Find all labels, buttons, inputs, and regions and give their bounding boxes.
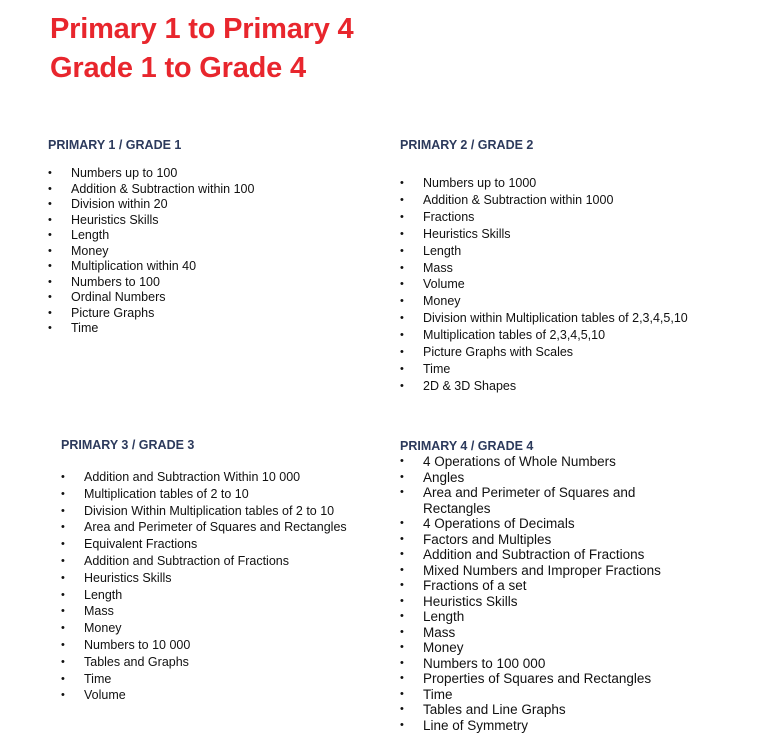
list-item [48, 213, 254, 229]
list-item [400, 563, 693, 579]
list-item [400, 578, 693, 594]
topic-label: Area and Perimeter of Squares and Rectangles [423, 485, 636, 516]
bullet-icon: • [48, 322, 52, 334]
topic-list [400, 175, 688, 395]
list-item [61, 536, 347, 553]
list-item [400, 625, 693, 641]
bullet-icon: • [48, 275, 52, 288]
bullet-icon: • [400, 532, 404, 545]
bullet-icon: • [61, 538, 65, 551]
topic-label: Mass [423, 260, 453, 275]
bullet-icon: • [400, 517, 404, 529]
topic-label: Ordinal Numbers [71, 290, 166, 304]
section-heading: PRIMARY 4 / GRADE 4 [400, 439, 534, 453]
list-item [61, 503, 347, 520]
section-primary-3 [61, 437, 347, 704]
topic-label: Numbers to 100 [71, 274, 160, 289]
list-item [48, 182, 254, 198]
topic-label: Time [423, 361, 451, 376]
bullet-icon: • [61, 655, 65, 668]
bullet-icon: • [48, 306, 52, 319]
bullet-icon: • [48, 182, 52, 195]
bullet-icon: • [400, 455, 404, 467]
topic-label: Mixed Numbers and Improper Fractions [423, 562, 661, 578]
section-primary-2 [400, 137, 688, 395]
list-item [48, 244, 254, 260]
bullet-icon: • [400, 548, 404, 560]
section-heading: PRIMARY 3 / GRADE 3 [61, 438, 195, 452]
topic-label: Mass [423, 624, 456, 640]
bullet-icon: • [61, 672, 65, 685]
bullet-icon: • [400, 244, 404, 257]
list-item [61, 553, 347, 570]
list-item [400, 361, 688, 378]
list-item [400, 378, 688, 395]
topic-label: Division Within Multiplication tables of 2 to 10 [84, 503, 335, 518]
bullet-icon: • [48, 213, 52, 226]
topic-label: Numbers up to 1000 [423, 176, 537, 190]
topic-label: Tables and Line Graphs [423, 702, 566, 717]
list-item [400, 656, 693, 672]
bullet-icon: • [48, 244, 52, 257]
list-item [400, 310, 688, 327]
list-item [400, 344, 688, 361]
list-item [400, 547, 693, 563]
topic-label: Addition and Subtraction Within 10 000 [84, 470, 301, 484]
list-item [400, 640, 693, 656]
list-item [61, 620, 347, 637]
topic-label: Length [84, 587, 123, 602]
bullet-icon: • [400, 210, 404, 223]
bullet-icon: • [400, 346, 404, 359]
topic-label: Addition & Subtraction within 100 [71, 181, 255, 196]
list-item [400, 175, 688, 192]
bullet-icon: • [61, 638, 65, 651]
bullet-icon: • [400, 379, 404, 392]
bullet-icon: • [400, 470, 404, 483]
bullet-icon: • [400, 278, 404, 291]
list-item [400, 516, 693, 532]
bullet-icon: • [48, 229, 52, 241]
topic-label: Volume [423, 277, 465, 292]
list-item [48, 306, 254, 322]
topic-label: Fractions [423, 209, 475, 224]
bullet-icon: • [48, 167, 52, 179]
topic-list [400, 454, 693, 733]
topic-label: Time [84, 671, 112, 686]
bullet-icon: • [400, 656, 404, 669]
list-item [400, 209, 688, 226]
page-title: Primary 1 to Primary 4 [50, 13, 354, 45]
bullet-icon: • [61, 554, 65, 567]
bullet-icon: • [400, 672, 404, 684]
bullet-icon: • [61, 689, 65, 702]
list-item [48, 275, 254, 291]
topic-label: Area and Perimeter of Squares and Rectangles [84, 520, 347, 535]
list-item [400, 532, 693, 548]
topic-label: Multiplication tables of 2 to 10 [84, 486, 249, 501]
topic-label: Heuristics Skills [71, 212, 159, 227]
topic-label: Angles [423, 469, 465, 485]
topic-label: Heuristics Skills [84, 570, 172, 585]
topic-label: Volume [84, 688, 126, 703]
list-item [61, 654, 347, 671]
topic-label: Length [423, 243, 462, 258]
topic-label: Length [423, 609, 465, 624]
bullet-icon: • [400, 295, 404, 308]
topic-label: Heuristics Skills [423, 226, 511, 241]
topic-label: Division within Multiplication tables of 2,3,4,5,10 [423, 311, 688, 326]
topic-label: Addition & Subtraction within 1000 [423, 192, 614, 207]
list-item [48, 321, 254, 337]
list-item [400, 594, 693, 610]
topic-label: Addition and Subtraction of Fractions [423, 547, 645, 562]
bullet-icon: • [48, 260, 52, 272]
list-item [61, 519, 347, 536]
topic-label: Fractions of a set [423, 578, 527, 593]
bullet-icon: • [400, 718, 404, 731]
topic-label: 2D & 3D Shapes [423, 378, 517, 393]
list-item [61, 603, 347, 620]
list-item [400, 671, 693, 687]
list-item [400, 687, 693, 703]
topic-label: Picture Graphs [71, 305, 155, 320]
bullet-icon: • [400, 641, 404, 653]
list-item [400, 276, 688, 293]
bullet-icon: • [61, 622, 65, 635]
section-primary-4 [400, 438, 693, 733]
list-item [400, 192, 688, 209]
topic-label: Multiplication within 40 [71, 259, 197, 273]
topic-list [61, 469, 347, 704]
topic-label: Picture Graphs with Scales [423, 345, 574, 360]
list-item [48, 166, 254, 182]
bullet-icon: • [61, 504, 65, 517]
bullet-icon: • [400, 177, 404, 189]
list-item [400, 454, 693, 470]
bullet-icon: • [400, 687, 404, 700]
bullet-icon: • [400, 227, 404, 240]
topic-label: Mass [84, 604, 114, 619]
topic-list [48, 166, 254, 337]
topic-label: 4 Operations of Whole Numbers [423, 454, 616, 469]
topic-label: Time [71, 321, 99, 335]
list-item [400, 293, 688, 310]
topic-label: Money [71, 243, 109, 258]
bullet-icon: • [400, 362, 404, 375]
list-item [48, 259, 254, 275]
topic-label: Numbers to 10 000 [84, 637, 191, 652]
bullet-icon: • [61, 571, 65, 584]
bullet-icon: • [61, 487, 65, 500]
topic-label: Money [84, 621, 122, 636]
list-item [400, 485, 693, 516]
bullet-icon: • [400, 610, 404, 622]
list-item [61, 637, 347, 654]
topic-label: Numbers up to 100 [71, 166, 178, 180]
bullet-icon: • [400, 703, 404, 715]
bullet-icon: • [48, 198, 52, 210]
topic-label: Money [423, 640, 464, 655]
list-item [48, 228, 254, 244]
bullet-icon: • [61, 471, 65, 483]
bullet-icon: • [400, 312, 404, 325]
topic-label: Multiplication tables of 2,3,4,5,10 [423, 328, 606, 343]
list-item [400, 260, 688, 277]
topic-label: Tables and Graphs [84, 654, 189, 669]
topic-label: Heuristics Skills [423, 593, 518, 609]
list-item [61, 671, 347, 688]
topic-label: Line of Symmetry [423, 717, 529, 733]
list-item [61, 469, 347, 486]
list-item [61, 587, 347, 604]
bullet-icon: • [400, 579, 404, 591]
topic-label: Properties of Squares and Rectangles [423, 671, 652, 686]
topic-label: Numbers to 100 000 [423, 655, 546, 671]
bullet-icon: • [400, 594, 404, 607]
topic-label: 4 Operations of Decimals [423, 516, 575, 531]
bullet-icon: • [400, 625, 404, 638]
topic-label: Addition and Subtraction of Fractions [84, 553, 289, 568]
topic-label: Length [71, 228, 110, 242]
section-heading: PRIMARY 2 / GRADE 2 [400, 138, 534, 152]
bullet-icon: • [61, 588, 65, 601]
page-subtitle: Grade 1 to Grade 4 [50, 52, 306, 84]
list-item [400, 327, 688, 344]
bullet-icon: • [61, 605, 65, 618]
list-item [400, 718, 693, 734]
list-item [400, 702, 693, 718]
topic-label: Division within 20 [71, 197, 168, 211]
list-item [400, 226, 688, 243]
list-item [48, 197, 254, 213]
section-heading: PRIMARY 1 / GRADE 1 [48, 138, 182, 152]
topic-label: Equivalent Fractions [84, 537, 198, 552]
bullet-icon: • [400, 193, 404, 206]
list-item [400, 243, 688, 260]
topic-label: Time [423, 686, 453, 702]
bullet-icon: • [48, 291, 52, 303]
list-item [400, 609, 693, 625]
list-item [61, 687, 347, 704]
bullet-icon: • [400, 563, 404, 576]
list-item [48, 290, 254, 306]
list-item [400, 470, 693, 486]
bullet-icon: • [61, 521, 65, 534]
section-primary-1 [48, 137, 254, 337]
bullet-icon: • [400, 261, 404, 274]
topic-label: Money [423, 294, 461, 309]
topic-label: Factors and Multiples [423, 531, 552, 547]
bullet-icon: • [400, 486, 404, 498]
bullet-icon: • [400, 329, 404, 342]
list-item [61, 486, 347, 503]
list-item [61, 570, 347, 587]
